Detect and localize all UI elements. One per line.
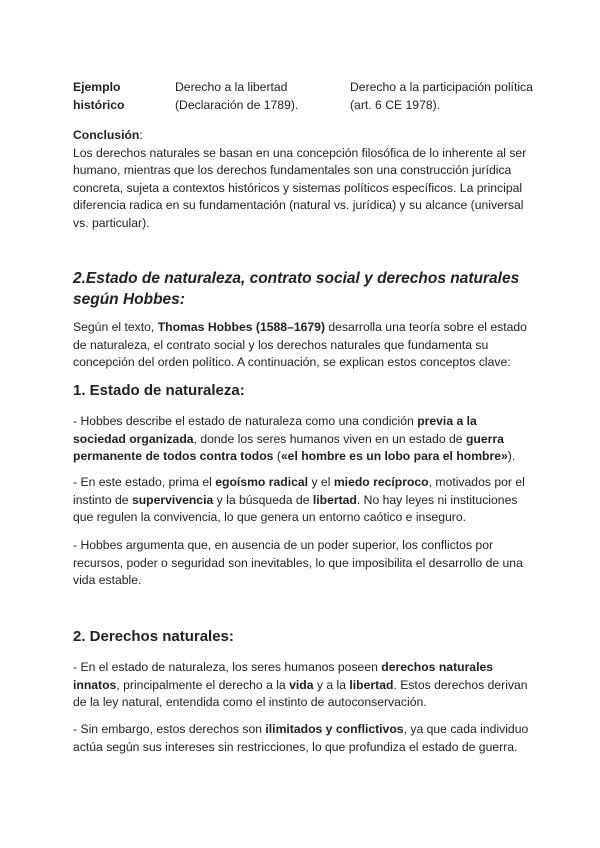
text-span: . No hay leyes ni instituciones que regulen la convivencia, lo que genera un entorno caótico e inseguro. xyxy=(73,492,518,524)
subheading-estado-naturaleza: 1. Estado de naturaleza: xyxy=(73,382,245,399)
section-heading: 2.Estado de naturaleza, contrato social y derechos naturales según Hobbes: xyxy=(73,270,520,308)
table-cell-natural: Derecho a la libertad (Declaración de 1789). xyxy=(175,80,299,112)
bold-span: «el hombre es un lobo para el hombre» xyxy=(280,449,508,463)
bold-span: previa a la sociedad organizada xyxy=(73,414,477,446)
text-span: , donde los seres humanos viven en un estado de xyxy=(193,431,466,446)
text-span: - Sin embargo, estos derechos son xyxy=(73,722,266,736)
text-span: ( xyxy=(273,449,281,463)
conclusion-block xyxy=(73,127,533,232)
text-span: y la búsqueda de xyxy=(213,492,313,507)
bold-span: egoísmo radical xyxy=(215,475,309,489)
text-span: , ya que cada individuo actúa según sus intereses sin restricciones, lo que profundiza el estado de guerra. xyxy=(73,722,529,754)
conclusion-colon: : xyxy=(139,128,143,142)
paragraph-estado-2 xyxy=(73,474,533,527)
paragraph-derechos-2 xyxy=(73,721,533,756)
text-span: - En este estado, prima el xyxy=(73,475,216,489)
bold-span: derechos naturales innatos xyxy=(73,660,494,692)
bold-span: guerra permanente de todos contra todos xyxy=(73,431,504,463)
text-span: . Estos derechos derivan de la ley natural, entendida como el instinto de autoconservación. xyxy=(73,677,528,709)
intro-text-a: Según el texto, xyxy=(73,320,158,334)
intro-text-c: desarrolla una teoría sobre el estado de naturaleza, el contrato social y los derechos naturales que fundamenta su concepción del orden político. A continuación, se explican estos conceptos clave: xyxy=(73,320,527,369)
subheading-derechos-naturales: 2. Derechos naturales: xyxy=(73,628,234,645)
bold-span: libertad xyxy=(312,492,357,507)
text-span: , motivados por el instinto de xyxy=(73,475,525,507)
paragraph-derechos-1 xyxy=(73,659,533,712)
paragraph-estado-1 xyxy=(73,413,533,466)
text-span: ). xyxy=(507,449,516,463)
table-cell-label: Ejemplo histórico xyxy=(73,80,125,112)
conclusion-text: Los derechos naturales se basan en una concepción filosófica de lo inherente al ser humano, mientras que los derechos fundamentales son una construcción jurídica concreta, sujeta a contextos históricos y sistemas políticos específicos. La principal diferencia radica en su fundamentación (natural vs. jurídica) y su alcance (universal vs. particular). xyxy=(73,145,527,230)
bold-span: ilimitados y conflictivos xyxy=(265,722,404,736)
bold-span: vida xyxy=(289,677,314,692)
bold-span: miedo recíproco xyxy=(333,475,429,489)
section-intro xyxy=(73,319,533,372)
paragraph-estado-3: - Hobbes argumenta que, en ausencia de un poder superior, los conflictos por recursos, poder o seguridad son inevitables, lo que imposibilita el desarrollo de una vida estable. xyxy=(73,538,523,587)
table-cell-fundamental: Derecho a la participación política (art. 6 CE 1978). xyxy=(350,80,533,112)
bold-span: libertad xyxy=(349,677,394,692)
text-span: - Hobbes describe el estado de naturaleza como una condición xyxy=(73,414,418,428)
text-span: - En el estado de naturaleza, los seres humanos poseen xyxy=(73,660,382,674)
text-span: y el xyxy=(308,475,334,489)
conclusion-label: Conclusión xyxy=(73,128,140,142)
bold-span: supervivencia xyxy=(131,492,214,507)
intro-author: Thomas Hobbes (1588–1679) xyxy=(157,320,326,334)
text-span: , principalmente el derecho a la xyxy=(116,677,290,692)
text-span: y a la xyxy=(313,677,350,692)
